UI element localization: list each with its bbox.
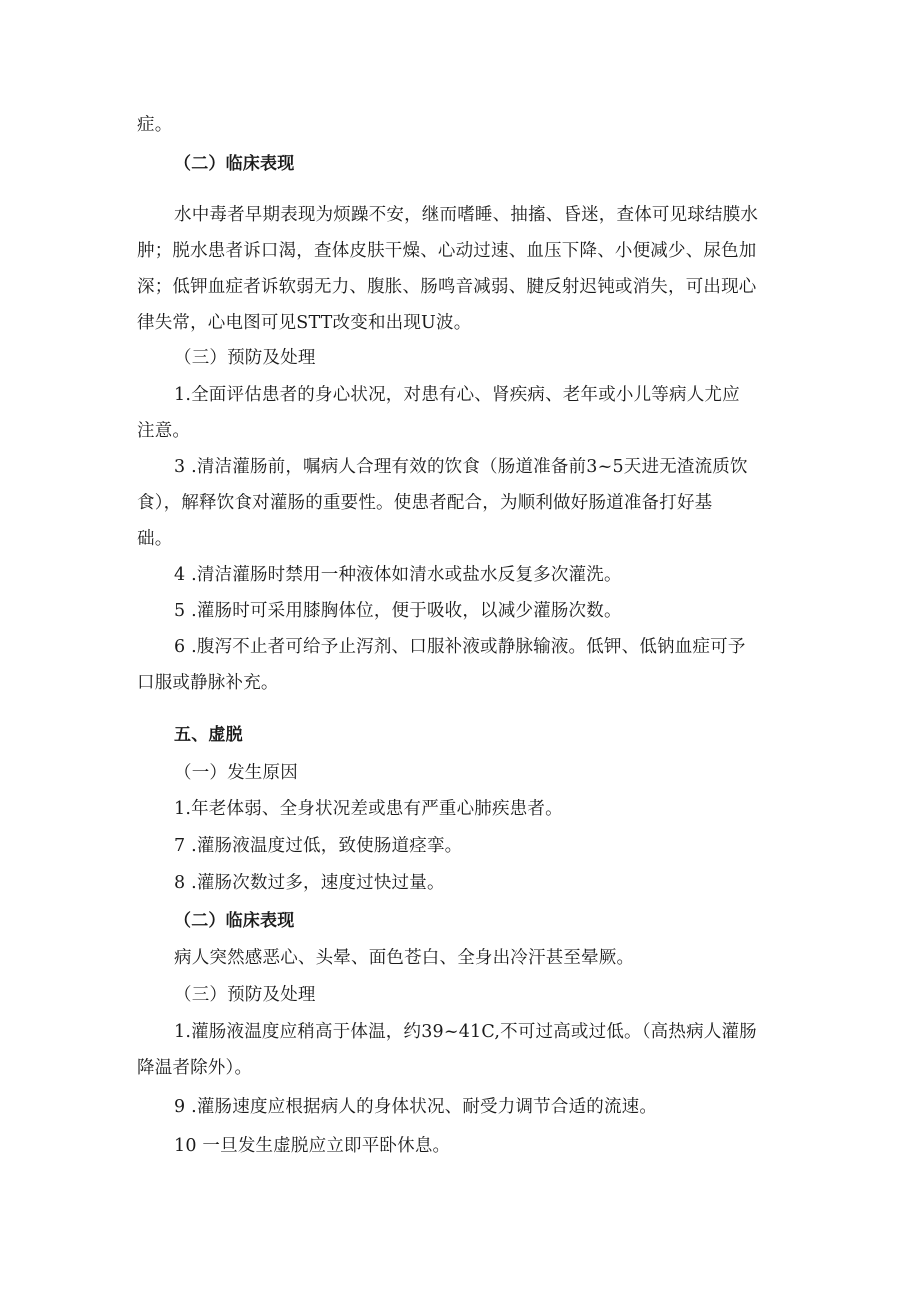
list-item: 8 .灌肠次数过多，速度过快过量。 xyxy=(174,873,445,893)
list-item: 6 .腹泻不止者可给予止泻剂、口服补液或静脉输液。低钾、低钠血症可予 xyxy=(174,637,746,657)
list-item: 1.年老体弱、全身状况差或患有严重心肺疾患者。 xyxy=(174,799,563,819)
section-heading: （二）临床表现 xyxy=(174,154,295,174)
list-item: 3 .清洁灌肠前，嘱病人合理有效的饮食（肠道准备前3~5天进无渣流质饮 xyxy=(174,457,748,477)
chapter-heading: 五、虚脱 xyxy=(174,725,243,745)
paragraph-line: 肿；脱水患者诉口渴，查体皮肤干燥、心动过速、血压下降、小便减少、尿色加 xyxy=(137,241,757,261)
paragraph-line: 降温者除外）。 xyxy=(137,1058,253,1078)
list-item: 5 .灌肠时可采用膝胸体位，便于吸收，以减少灌肠次数。 xyxy=(174,601,622,621)
paragraph-line: 础。 xyxy=(137,529,173,549)
paragraph-line: 注意。 xyxy=(137,421,191,441)
paragraph-line: 水中毒者早期表现为烦躁不安，继而嗜睡、抽搐、昏迷，查体可见球结膜水 xyxy=(174,205,759,225)
list-item: 1.灌肠液温度应稍高于体温，约39~41C,不可过高或过低。（高热病人灌肠 xyxy=(174,1022,757,1042)
list-item: 10 一旦发生虚脱应立即平卧休息。 xyxy=(174,1136,451,1156)
list-item: 4 .清洁灌肠时禁用一种液体如清水或盐水反复多次灌洗。 xyxy=(174,565,622,585)
section-heading: （三）预防及处理 xyxy=(174,985,316,1005)
paragraph-line: 症。 xyxy=(137,115,173,135)
paragraph-line: 病人突然感恶心、头晕、面色苍白、全身出冷汗甚至晕厥。 xyxy=(174,948,635,968)
paragraph-line: 食），解释饮食对灌肠的重要性。使患者配合，为顺利做好肠道准备打好基 xyxy=(137,493,713,513)
section-heading: （一）发生原因 xyxy=(174,763,298,783)
list-item: 9 .灌肠速度应根据病人的身体状况、耐受力调节合适的流速。 xyxy=(174,1097,658,1117)
section-heading: （二）临床表现 xyxy=(174,911,295,931)
section-heading: （三）预防及处理 xyxy=(174,348,316,368)
list-item: 7 .灌肠液温度过低，致使肠道痉挛。 xyxy=(174,836,463,856)
paragraph-line: 深；低钾血症者诉软弱无力、腹胀、肠鸣音减弱、腱反射迟钝或消失，可出现心 xyxy=(137,277,757,297)
paragraph-line: 律失常，心电图可见STT改变和出现U波。 xyxy=(137,313,472,333)
paragraph-line: 口服或静脉补充。 xyxy=(137,673,279,693)
list-item: 1.全面评估患者的身心状况，对患有心、肾疾病、老年或小儿等病人尤应 xyxy=(174,385,740,405)
